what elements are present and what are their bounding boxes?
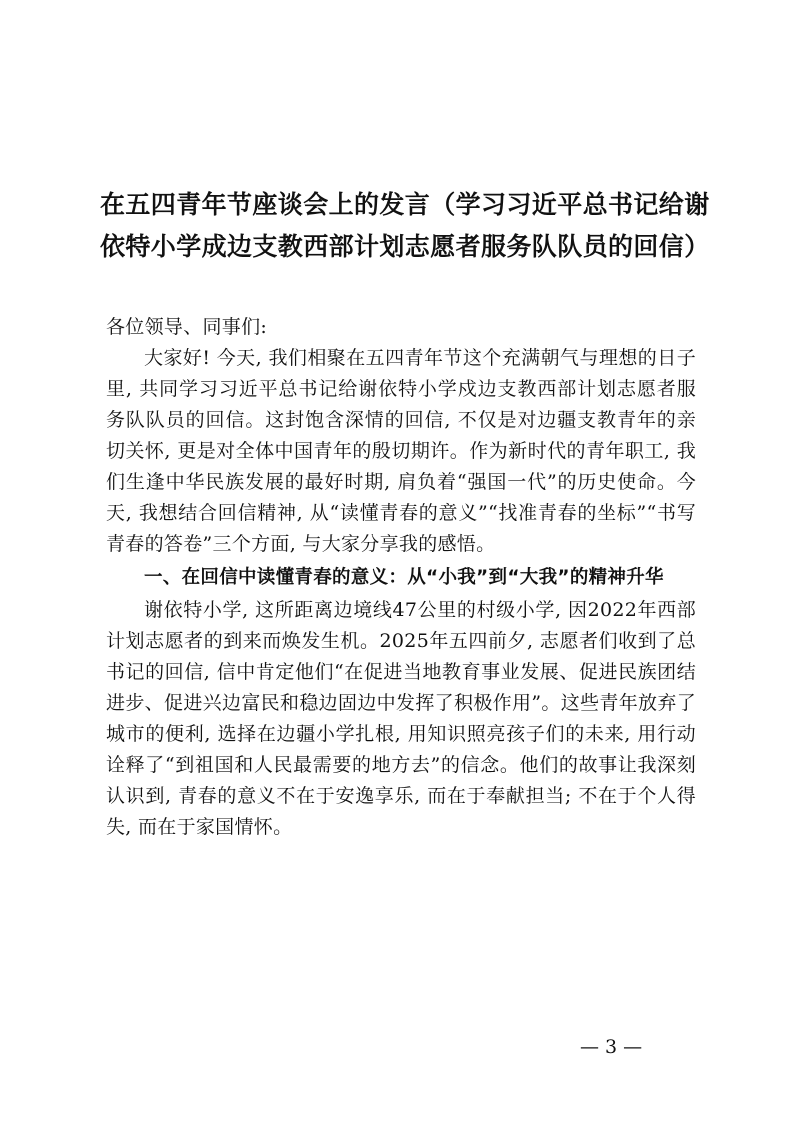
document-title	[100, 184, 710, 268]
paragraph-intro: 大家好! 今天, 我们相聚在五四青年节这个充满朝气与理想的日子里, 共同学习习近平总书记给谢依特小学戍边支教西部计划志愿者服务队队员的回信。这封饱含深情的回信, 不仅是对边疆支教青年的亲切关怀, 更是对全体中国青年的殷切期许。作为新时代的青年职工, 我们生逢中华民族发展的最好时期, 肩负着“强国一代”的历史使命。今天, 我想结合回信精神, 从“读懂青春的意义”“找准青春的坐标”“书写青春的答卷”三个方面, 与大家分享我的感悟。	[106, 347, 696, 555]
title-line-1: 在五四青年节座谈会上的发言（学习习近平总书记给谢	[100, 190, 710, 219]
paragraph-section-1: 谢依特小学, 这所距离边境线47公里的村级小学, 因2022年西部计划志愿者的到来而焕发生机。2025年五四前夕, 志愿者们收到了总书记的回信, 信中肯定他们“在促进当地教育事业发展、促进民族团结进步、促进兴边富民和稳边固边中发挥了积极作用”。这些青年放弃了城市的便利, 选择在边疆小学扎根, 用知识照亮孩子们的未来, 用行动诠释了“到祖国和人民最需要的地方去”的信念。他们的故事让我深刻认识到, 青春的意义不在于安逸享乐, 而在于奉献担当; 不在于个人得失, 而在于家国情怀。	[106, 599, 696, 838]
title-line-2: 依特小学成边支教西部计划志愿者服务队队员的回信）	[100, 232, 710, 261]
page-number: — 3 —	[580, 1036, 643, 1058]
section-heading-1: 一、在回信中读懂青春的意义：从“小我”到“大我”的精神升华	[144, 567, 664, 588]
document-body	[106, 312, 696, 843]
salutation: 各位领导、同事们:	[106, 316, 268, 338]
